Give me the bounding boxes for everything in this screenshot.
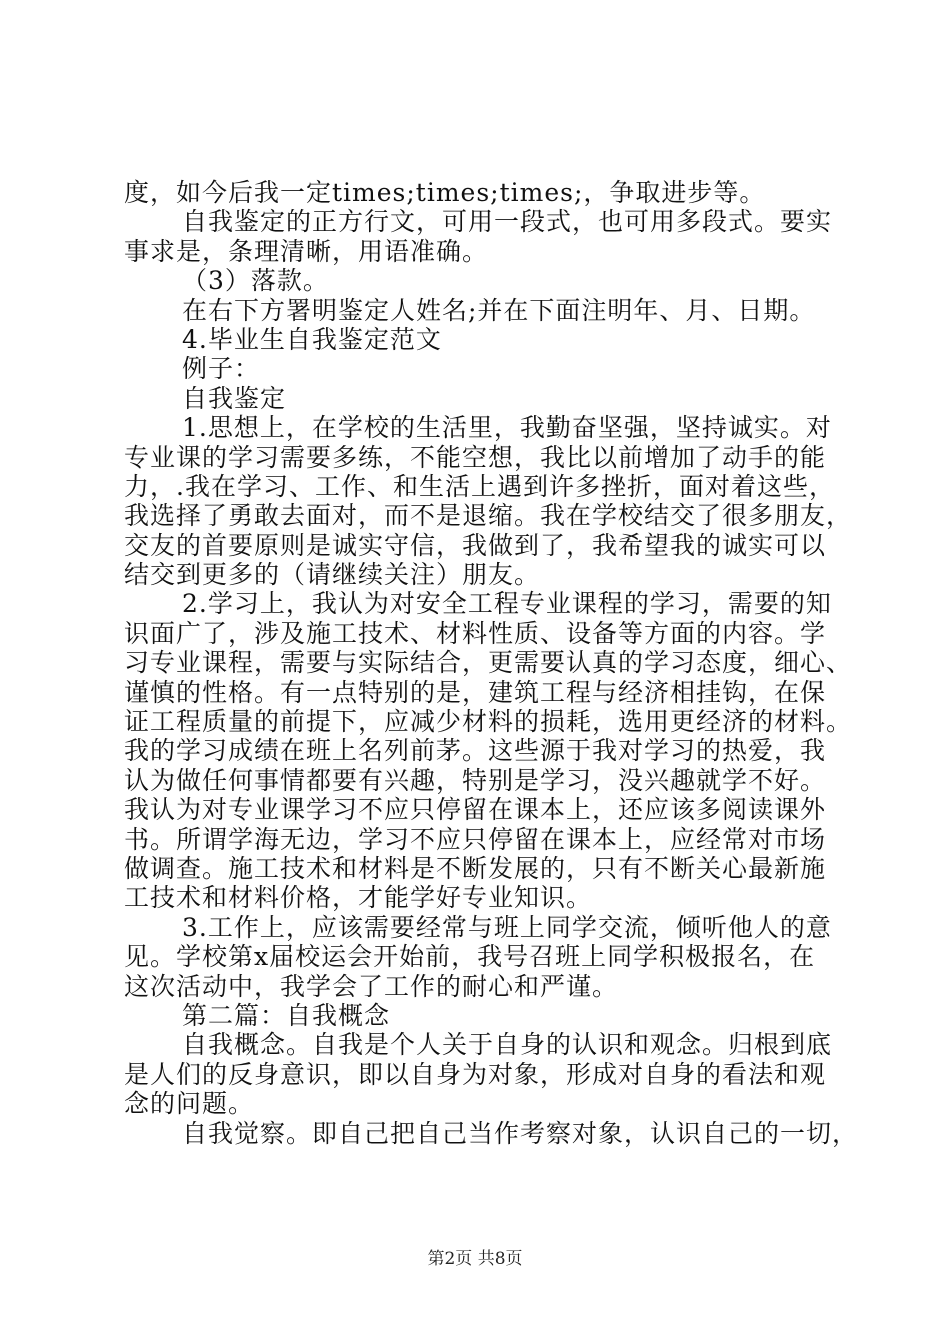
text-line: 认为做任何事情都要有兴趣，特别是学习，没兴趣就学不好。 — [124, 765, 827, 795]
text-line: 工技术和材料价格，才能学好专业知识。 — [124, 883, 593, 913]
text-line: （3）落款。 — [182, 266, 329, 296]
text-line: 在右下方署明鉴定人姓名;并在下面注明年、月、日期。 — [182, 295, 816, 325]
text-line: 自我概念。自我是个人关于自身的认识和观念。归根到底 — [182, 1030, 833, 1060]
text-line: 自我鉴定的正方行文，可用一段式，也可用多段式。要实 — [182, 207, 833, 237]
text-line: 习专业课程，需要与实际结合，更需要认真的学习态度，细心、 — [124, 648, 853, 678]
text-line: 我选择了勇敢去面对，而不是退缩。我在学校结交了很多朋友， — [124, 501, 853, 531]
text-line: 做调查。施工技术和材料是不断发展的，只有不断关心最新施 — [124, 853, 827, 883]
text-line: 第二篇：自我概念 — [182, 1000, 391, 1030]
text-line: 力，.我在学习、工作、和生活上遇到许多挫折，面对着这些， — [124, 471, 835, 501]
text-line: 谨慎的性格。有一点特别的是，建筑工程与经济相挂钩，在保 — [124, 677, 827, 707]
text-line: 见。学校第x届校运会开始前，我号召班上同学积极报名，在 — [124, 942, 816, 972]
text-line: 2.学习上，我认为对安全工程专业课程的学习，需要的知 — [182, 589, 832, 619]
text-line: 自我觉察。即自己把自己当作考察对象，认识自己的一切， — [182, 1118, 859, 1148]
text-line: 交友的首要原则是诚实守信，我做到了，我希望我的诚实可以 — [124, 530, 827, 560]
text-line: 3.工作上，应该需要经常与班上同学交流，倾听他人的意 — [182, 912, 832, 942]
text-line: 4.毕业生自我鉴定范文 — [182, 324, 442, 354]
text-line: 度，如今后我一定times;times;times;，争取进步等。 — [124, 178, 766, 207]
text-line: 1.思想上，在学校的生活里，我勤奋坚强，坚持诚实。对 — [182, 413, 832, 443]
page-footer: 第2页 共8页 — [427, 1249, 523, 1269]
text-line: 书。所谓学海无边，学习不应只停留在课本上，应经常对市场 — [124, 824, 827, 854]
text-line: 识面广了，涉及施工技术、材料性质、设备等方面的内容。学 — [124, 618, 827, 648]
text-line: 证工程质量的前提下，应减少材料的损耗，选用更经济的材料。 — [124, 707, 853, 737]
text-line: 结交到更多的（请继续关注）朋友。 — [124, 560, 541, 590]
text-line: 专业课的学习需要多练，不能空想，我比以前增加了动手的能 — [124, 442, 827, 472]
text-line: 这次活动中，我学会了工作的耐心和严谨。 — [124, 971, 619, 1001]
text-line: 我的学习成绩在班上名列前茅。这些源于我对学习的热爱，我 — [124, 736, 827, 766]
text-line: 是人们的反身意识，即以自身为对象，形成对自身的看法和观 — [124, 1059, 827, 1089]
text-line: 自我鉴定 — [182, 383, 287, 413]
text-line: 念的问题。 — [124, 1089, 255, 1119]
text-line: 我认为对专业课学习不应只停留在课本上，还应该多阅读课外 — [124, 795, 827, 825]
text-line: 例子： — [182, 354, 261, 384]
text-line: 事求是，条理清晰，用语准确。 — [124, 236, 489, 266]
document-body — [124, 178, 859, 1148]
